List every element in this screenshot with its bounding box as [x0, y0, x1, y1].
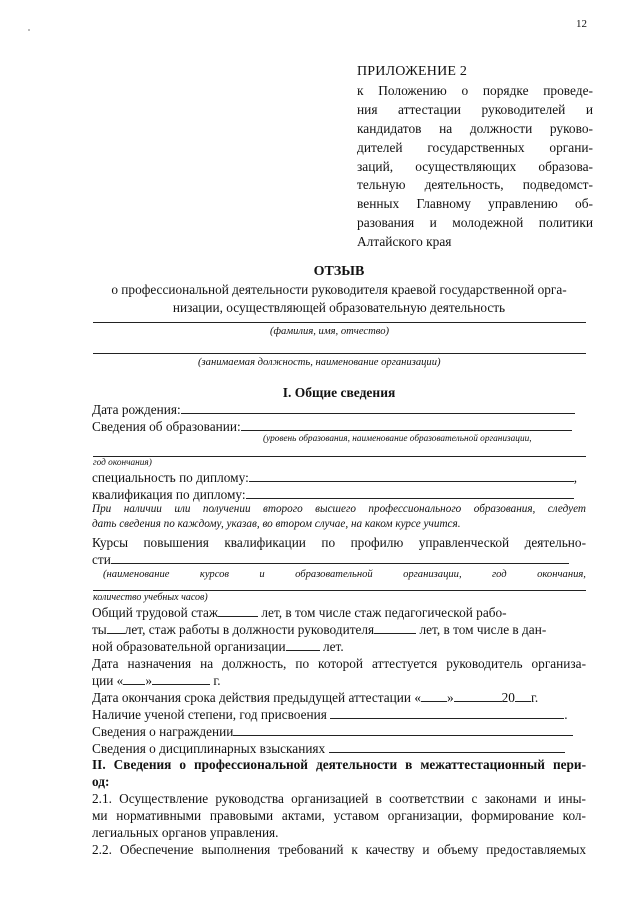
experience-blank: [374, 621, 416, 634]
discipline-row: [92, 740, 586, 757]
hint-word: образовательной: [295, 569, 373, 580]
courses-line: Курсы повышения квалификации по профилю управленческой деятельно-: [92, 535, 586, 550]
page-number: 12: [576, 18, 587, 30]
experience-text: ты: [92, 622, 107, 637]
appointment-text: ции «: [92, 673, 124, 688]
experience-text: ной образовательной организации: [92, 639, 286, 654]
courses-row: [92, 551, 586, 568]
note-line: дать сведения по каждому, указав, во втором случае, на каком курсе учится.: [92, 518, 461, 530]
qualification-label: квалификация по диплому:: [92, 487, 246, 502]
courses-line-2: [93, 590, 586, 591]
experience-row-3: [92, 638, 586, 655]
degree-end: .: [564, 707, 568, 722]
specialty-end: ,: [573, 470, 578, 485]
experience-text: лет.: [322, 639, 344, 654]
appointment-line: Дата назначения на должность, по которой аттестуется руководитель организа-: [92, 656, 586, 671]
education-blank: [241, 418, 572, 431]
experience-text: лет, в том числе стаж педагогической рабо-: [261, 605, 507, 620]
scan-speck: [28, 29, 30, 31]
experience-blank: [286, 638, 320, 651]
previous-attestation-row: [92, 689, 586, 706]
specialty-blank: [249, 469, 574, 482]
hint-word: окончания,: [537, 569, 586, 580]
birth-date-blank: [181, 401, 575, 414]
grad-year-hint: год окончания): [93, 458, 152, 468]
hint-word: курсов: [199, 569, 230, 580]
awards-row: [92, 723, 586, 740]
hint-word: (наименование: [103, 569, 170, 580]
courses-cont: сти: [92, 552, 111, 567]
hint-word: и: [259, 569, 265, 580]
discipline-label: Сведения о дисциплинарных взысканиях: [92, 741, 326, 756]
section-2-title-cont: од:: [92, 774, 110, 789]
hint-word: год: [492, 569, 507, 580]
degree-label: Наличие ученой степени, год присвоения: [92, 707, 327, 722]
appendix-line: заций, осуществляющих образова-: [357, 158, 593, 174]
subtitle-line: низации, осуществляющей образовательную деятельность: [172, 300, 506, 315]
education-hint: (уровень образования, наименование образовательной организации,: [263, 434, 532, 444]
appendix-line: кандидатов на должности руково-: [357, 120, 593, 136]
prev-day-blank: [421, 689, 447, 702]
appointment-row: [92, 672, 586, 689]
appendix-line: к Положению о порядке проведе-: [357, 82, 593, 98]
hint-word: организации,: [403, 569, 462, 580]
appendix-line: разования и молодежной политики: [357, 215, 593, 231]
appointment-text: »: [145, 673, 152, 688]
discipline-blank: [329, 740, 565, 753]
specialty-label: специальность по диплому:: [92, 470, 249, 485]
appendix-line: тельную деятельность, подведомст-: [357, 177, 593, 193]
appendix-line: ния аттестации руководителей и: [357, 101, 593, 117]
experience-blank: [107, 621, 125, 634]
awards-blank: [233, 723, 573, 736]
prev-year-blank: [515, 689, 531, 702]
education-row: [92, 418, 586, 435]
paragraph-line: легиальных органов управления.: [92, 825, 279, 840]
appendix-title: ПРИЛОЖЕНИЕ 2: [357, 64, 468, 79]
section-2-title: II. Сведения о профессиональной деятельности в межаттестационный пери-: [92, 757, 586, 772]
paragraph-line: ми нормативными правовыми актами, уставом организации, формирование кол-: [92, 808, 586, 823]
appointment-month-blank: [152, 672, 210, 685]
subtitle-line: о профессиональной деятельности руководителя краевой государственной орга-: [111, 282, 567, 297]
qualification-row: [92, 486, 586, 503]
previous-attestation-text: г.: [530, 690, 539, 705]
previous-attestation-text: Дата окончания срока действия предыдущей аттестации «: [92, 690, 421, 705]
document-title: ОТЗЫВ: [313, 264, 365, 279]
paragraph-line: 2.2. Обеспечение выполнения требований к качеству и объему предоставляемых: [92, 842, 586, 857]
experience-row-2: [92, 621, 586, 638]
note-line: При наличии или получении второго высшего профессионального образования, следует: [92, 503, 586, 515]
experience-row-1: [92, 604, 586, 621]
degree-row: [92, 706, 586, 723]
paragraph-line: 2.1. Осуществление руководства организацией в соответствии с законами и ины-: [92, 791, 586, 806]
degree-blank: [330, 706, 564, 719]
courses-hint: [103, 569, 586, 580]
birth-date-label: Дата рождения:: [92, 402, 181, 417]
awards-label: Сведения о награждении: [92, 724, 234, 739]
prev-month-blank: [454, 689, 502, 702]
fio-line: [93, 322, 586, 323]
experience-blank: [218, 604, 258, 617]
document-subtitle: [92, 281, 586, 317]
specialty-row: [92, 469, 586, 486]
experience-label: Общий трудовой стаж: [92, 605, 219, 620]
position-line: [93, 353, 586, 354]
appointment-text: г.: [213, 673, 221, 688]
fio-hint: (фамилия, имя, отчество): [270, 326, 390, 337]
experience-text: лет, стаж работы в должности руководителя: [124, 622, 375, 637]
previous-attestation-text: 20: [501, 690, 515, 705]
birth-date-row: [92, 401, 586, 418]
previous-attestation-text: »: [447, 690, 454, 705]
appendix-block: [357, 63, 593, 252]
position-hint: (занимаемая должность, наименование организации): [198, 357, 441, 368]
appendix-line: венных Главному управлению об-: [357, 196, 593, 212]
appendix-line: дителей государственных органи-: [357, 139, 593, 155]
appendix-line: Алтайского края: [357, 234, 452, 250]
courses-hint-2: количество учебных часов): [93, 592, 208, 603]
courses-blank: [111, 551, 569, 564]
experience-text: лет, в том числе в дан-: [419, 622, 547, 637]
appointment-day-blank: [123, 672, 145, 685]
section-1-title: I. Общие сведения: [282, 385, 396, 400]
education-label: Сведения об образовании:: [92, 419, 241, 434]
qualification-blank: [246, 486, 574, 499]
education-line: [93, 456, 586, 457]
